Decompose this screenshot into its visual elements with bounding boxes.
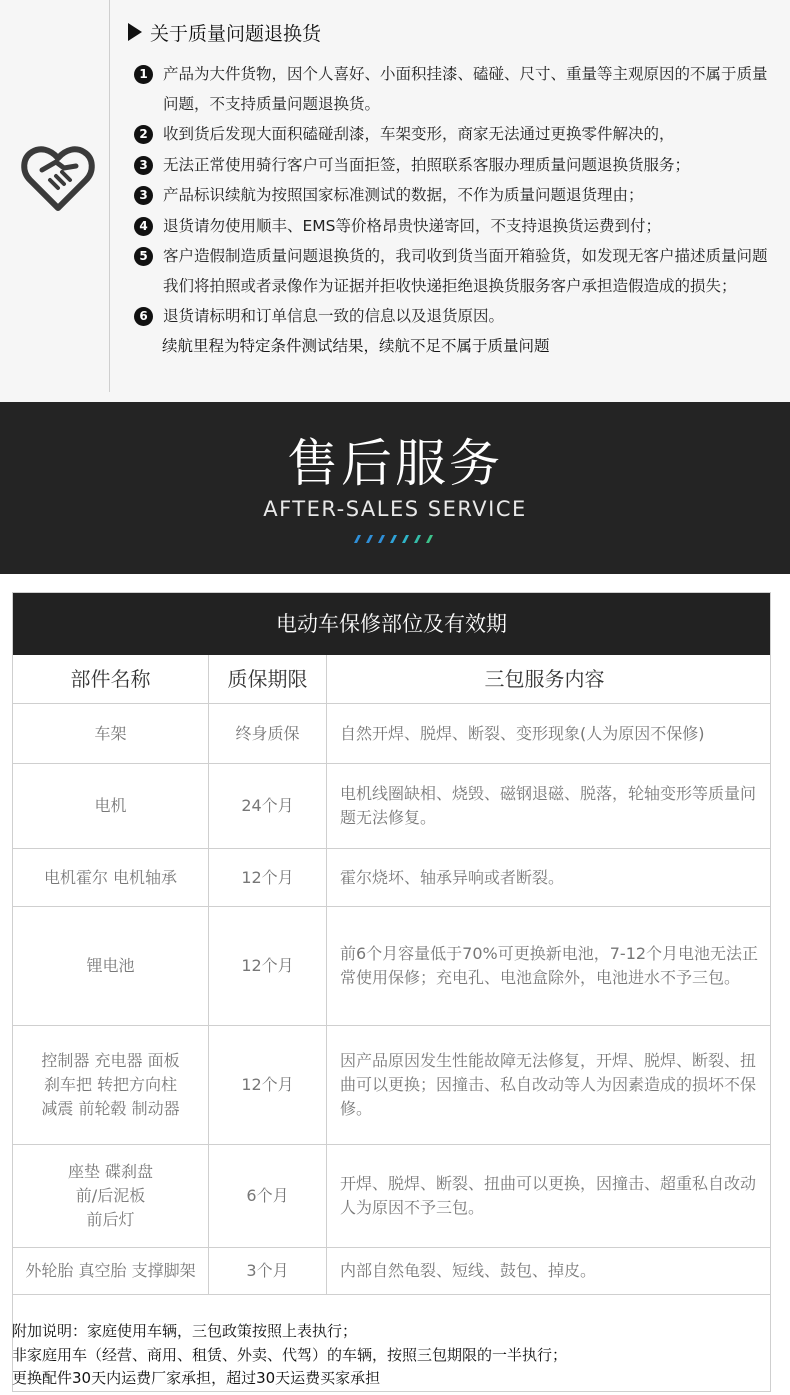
policy-item-text: 产品为大件货物，因个人喜好、小面积挂漆、磕碰、尺寸、重量等主观原因的不属于质量问题，不支持质量问题退换货。 (163, 65, 768, 113)
header-part: 部件名称 (13, 655, 209, 703)
period-cell: 6个月 (209, 1145, 327, 1247)
content-cell: 开焊、脱焊、断裂、扭曲可以更换，因撞击、超重私自改动人为原因不予三包。 (340, 1174, 757, 1217)
number-badge-icon: 6 (134, 307, 153, 326)
table-row (13, 1026, 770, 1145)
policy-item-text: 无法正常使用骑行客户可当面拒签，拍照联系客服办理质量问题退换货服务； (163, 155, 691, 174)
table-row (13, 1145, 770, 1248)
header-content: 三包服务内容 (484, 667, 605, 691)
part-cell: 电机霍尔 电机轴承 (13, 849, 209, 906)
period-cell: 12个月 (209, 849, 327, 906)
part-cell: 锂电池 (13, 907, 209, 1025)
period-cell: 终身质保 (209, 704, 327, 763)
note-line: 附加说明：家庭使用车辆，三包政策按照上表执行； (12, 1322, 358, 1340)
policy-item (134, 212, 774, 242)
part-cell: 车架 (13, 704, 209, 763)
triangle-bullet-icon (128, 23, 142, 41)
number-badge-icon: 3 (134, 156, 153, 175)
period-cell: 24个月 (209, 764, 327, 848)
table-row (13, 704, 770, 764)
policy-item-text: 退货请勿使用顺丰、EMS等价格昂贵快递寄回，不支持退换货运费到付； (163, 216, 662, 235)
period-cell: 3个月 (209, 1248, 327, 1294)
after-sales-banner (0, 402, 790, 574)
banner-title-en: AFTER-SALES SERVICE (263, 497, 527, 521)
policy-item (134, 60, 774, 119)
table-header-row (13, 655, 770, 704)
header-period: 质保期限 (209, 655, 327, 703)
policy-title-text: 关于质量问题退换货 (150, 22, 322, 45)
policy-list (134, 60, 774, 361)
number-badge-icon: 2 (134, 125, 153, 144)
warranty-grid (13, 655, 770, 1295)
part-cell: 座垫 碟刹盘 前/后泥板 前后灯 (13, 1145, 209, 1247)
table-row (13, 1248, 770, 1295)
policy-item (134, 151, 774, 181)
warranty-table-title: 电动车保修部位及有效期 (13, 593, 770, 655)
return-policy-section (0, 0, 790, 402)
content-cell: 霍尔烧坏、轴承异响或者断裂。 (340, 867, 565, 887)
policy-item-text: 退货请标明和订单信息一致的信息以及退货原因。 (163, 307, 505, 325)
policy-item (134, 120, 774, 150)
banner-title-cn: 售后服务 (286, 435, 503, 494)
range-note: 续航里程为特定条件测试结果，续航不足不属于质量问题 (162, 336, 550, 355)
policy-item-text: 客户造假制造质量问题退换货的，我司收到货当面开箱验货，如发现无客户描述质量问题我们将拍照或者录像作为证据并拒收快递拒绝退换货服务客户承担造假造成的损失； (163, 247, 768, 295)
policy-item (134, 242, 774, 301)
policy-item-text: 收到货后发现大面积磕碰刮漆，车架变形，商家无法通过更换零件解决的， (163, 125, 675, 143)
table-row (13, 764, 770, 849)
period-cell: 12个月 (209, 1026, 327, 1144)
policy-item (134, 302, 774, 332)
note-line: 非家庭用车（经营、商用、租赁、外卖、代驾）的车辆，按照三包期限的一半执行； (12, 1345, 568, 1364)
handshake-heart-icon (20, 140, 96, 216)
content-cell: 自然开焊、脱焊、断裂、变形现象(人为原因不保修) (340, 723, 705, 743)
table-row (13, 907, 770, 1026)
note-line: 更换配件30天内运费厂家承担，超过30天运费买家承担 (12, 1369, 381, 1387)
number-badge-icon: 4 (134, 217, 153, 236)
policy-item-text: 产品标识续航为按照国家标准测试的数据，不作为质量问题退货理由； (163, 186, 644, 204)
content-cell: 因产品原因发生性能故障无法修复，开焊、脱焊、断裂、扭曲可以更换；因撞击、私自改动等人为因素造成的损坏不保修。 (340, 1051, 757, 1118)
content-cell: 电机线圈缺相、烧毁、磁钢退磁、脱落，轮轴变形等质量问题无法修复。 (340, 784, 757, 827)
policy-title (128, 18, 321, 46)
number-badge-icon: 1 (134, 65, 153, 84)
table-row (13, 849, 770, 907)
policy-item (134, 181, 774, 211)
number-badge-icon: 5 (134, 247, 153, 266)
content-cell: 内部自然龟裂、短线、鼓包、掉皮。 (340, 1261, 597, 1280)
number-badge-icon: 3 (134, 186, 153, 205)
part-cell: 外轮胎 真空胎 支撑脚架 (13, 1248, 209, 1294)
warranty-table (12, 592, 771, 1392)
period-cell: 12个月 (209, 907, 327, 1025)
additional-notes (12, 1320, 752, 1391)
part-cell: 电机 (13, 764, 209, 848)
part-cell: 控制器 充电器 面板 刹车把 转把方向柱 减震 前轮毂 制动器 (13, 1026, 209, 1144)
decorative-stripes-icon (350, 535, 442, 543)
vertical-divider (109, 0, 110, 392)
content-cell: 前6个月容量低于70%可更换新电池，7-12个月电池无法正常使用保修；充电孔、电池盒除外，电池进水不予三包。 (340, 944, 759, 987)
